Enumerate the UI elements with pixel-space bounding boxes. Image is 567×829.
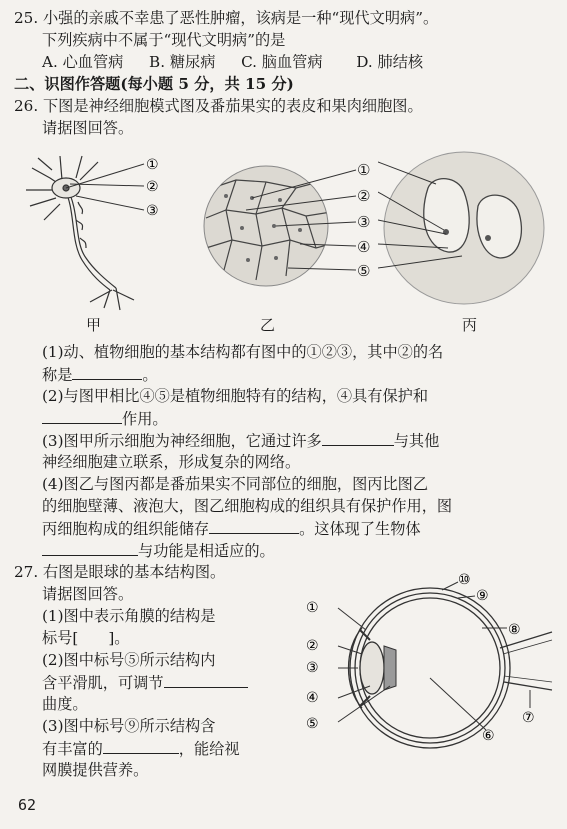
answer-blank[interactable] [72, 364, 142, 380]
yi-marker-2: ② [357, 187, 371, 205]
q26-sub4-prefix: 丙细胞构成的组织能储存 [42, 520, 210, 538]
yi-marker-1: ① [357, 161, 371, 179]
eye-marker-9: ⑨ [476, 588, 489, 604]
q26-sub3-a [42, 430, 439, 451]
q26-sub1-end: 。 [142, 366, 158, 384]
answer-blank[interactable] [209, 518, 299, 534]
answer-blank[interactable] [164, 672, 248, 688]
caption-yi: 乙 [260, 316, 276, 334]
q27-sub2-b [42, 672, 248, 693]
neuron-figure [20, 150, 160, 320]
eye-marker-4: ④ [306, 690, 319, 706]
q26-sub3-end: 与其他 [393, 432, 440, 450]
jia-marker-2: ② [146, 179, 159, 195]
q26-sub3-b: 神经细胞建立联系，形成复杂的网络。 [42, 453, 301, 471]
q27-line1: 27. 右图是眼球的基本结构图。 [14, 563, 226, 581]
q26-sub4-d [42, 540, 275, 561]
q26-sub4-b: 的细胞壁薄、液泡大，图乙细胞构成的组织具有保护作用，图 [42, 497, 453, 515]
q25-option-b: B. 糖尿病 [149, 53, 216, 71]
caption-jia: 甲 [86, 316, 102, 334]
q27-sub1-end: ]。 [108, 629, 130, 647]
q27-sub3-end: ，能给视 [178, 740, 240, 758]
answer-blank[interactable] [42, 540, 138, 556]
eye-marker-8: ⑧ [508, 622, 521, 638]
caption-bing: 丙 [462, 316, 478, 334]
q27-sub1-a: (1)图中表示角膜的结构是 [42, 607, 216, 625]
q27-sub1-prefix: 标号[ [42, 629, 79, 647]
q26-sub1-b [42, 364, 158, 385]
q26-sub4-end2: 与功能是相适应的。 [138, 542, 275, 560]
yi-marker-4: ④ [357, 238, 371, 256]
q26-sub1-a: (1)动、植物细胞的基本结构都有图中的①②③，其中②的名 [42, 343, 444, 361]
q27-sub3-a: (3)图中标号⑨所示结构含 [42, 717, 216, 735]
q26-line2: 请据图回答。 [42, 119, 134, 137]
section-heading: 二、识图作答题(每小题 5 分，共 15 分) [14, 75, 294, 93]
eyeball-figure [300, 568, 560, 758]
yi-marker-5: ⑤ [357, 262, 371, 280]
q25-option-c: C. 脑血管病 [241, 53, 323, 71]
answer-blank[interactable] [42, 408, 122, 424]
eye-marker-5: ⑤ [306, 716, 319, 732]
answer-blank[interactable] [322, 430, 394, 446]
yi-marker-3: ③ [357, 213, 371, 231]
q27-sub2-a: (2)图中标号⑤所示结构内 [42, 651, 216, 669]
q26-sub2-b [42, 408, 168, 429]
answer-blank[interactable] [103, 738, 179, 754]
eye-marker-7: ⑦ [522, 710, 535, 726]
eye-marker-1: ① [306, 600, 319, 616]
q25-options [42, 52, 423, 72]
q27-sub2-c: 曲度。 [42, 695, 88, 713]
q26-sub3-prefix: (3)图甲所示细胞为神经细胞，它通过许多 [42, 432, 322, 450]
eye-marker-3: ③ [306, 660, 319, 676]
q25-line1: 25. 小强的亲戚不幸患了恶性肿瘤，该病是一种“现代文明病”。 [14, 9, 439, 27]
q25-option-a: A. 心血管病 [42, 53, 124, 71]
q26-sub2-a: (2)与图甲相比④⑤是植物细胞特有的结构，④具有保护和 [42, 387, 429, 405]
pulp-figure [378, 148, 548, 308]
eye-marker-10: ⑩ [458, 572, 471, 588]
q25-line2: 下列疾病中不属于“现代文明病”的是 [42, 31, 286, 49]
q27-sub3-c: 网膜提供营养。 [42, 761, 149, 779]
page-number: 62 [18, 796, 37, 814]
eye-marker-6: ⑥ [482, 728, 495, 744]
q27-line2: 请据图回答。 [42, 585, 134, 603]
q26-sub4-end: 。这体现了生物体 [299, 520, 421, 538]
epidermis-figure [196, 160, 371, 295]
eye-marker-2: ② [306, 638, 319, 654]
q25-option-d: D. 肺结核 [356, 53, 424, 71]
q26-sub1-prefix: 称是 [42, 366, 73, 384]
q27-sub2-prefix: 含平滑肌，可调节 [42, 674, 164, 692]
q26-sub2-end: 作用。 [122, 410, 168, 428]
q26-sub4-a: (4)图乙与图丙都是番茄果实不同部位的细胞，图丙比图乙 [42, 475, 429, 493]
jia-marker-3: ③ [146, 203, 159, 219]
q26-sub4-c [42, 518, 421, 539]
q27-sub3-b [42, 738, 240, 759]
jia-marker-1: ① [146, 157, 159, 173]
q27-sub1-b [42, 628, 129, 648]
q27-sub3-prefix: 有丰富的 [42, 740, 103, 758]
q26-line1: 26. 下图是神经细胞模式图及番茄果实的表皮和果肉细胞图。 [14, 97, 423, 115]
